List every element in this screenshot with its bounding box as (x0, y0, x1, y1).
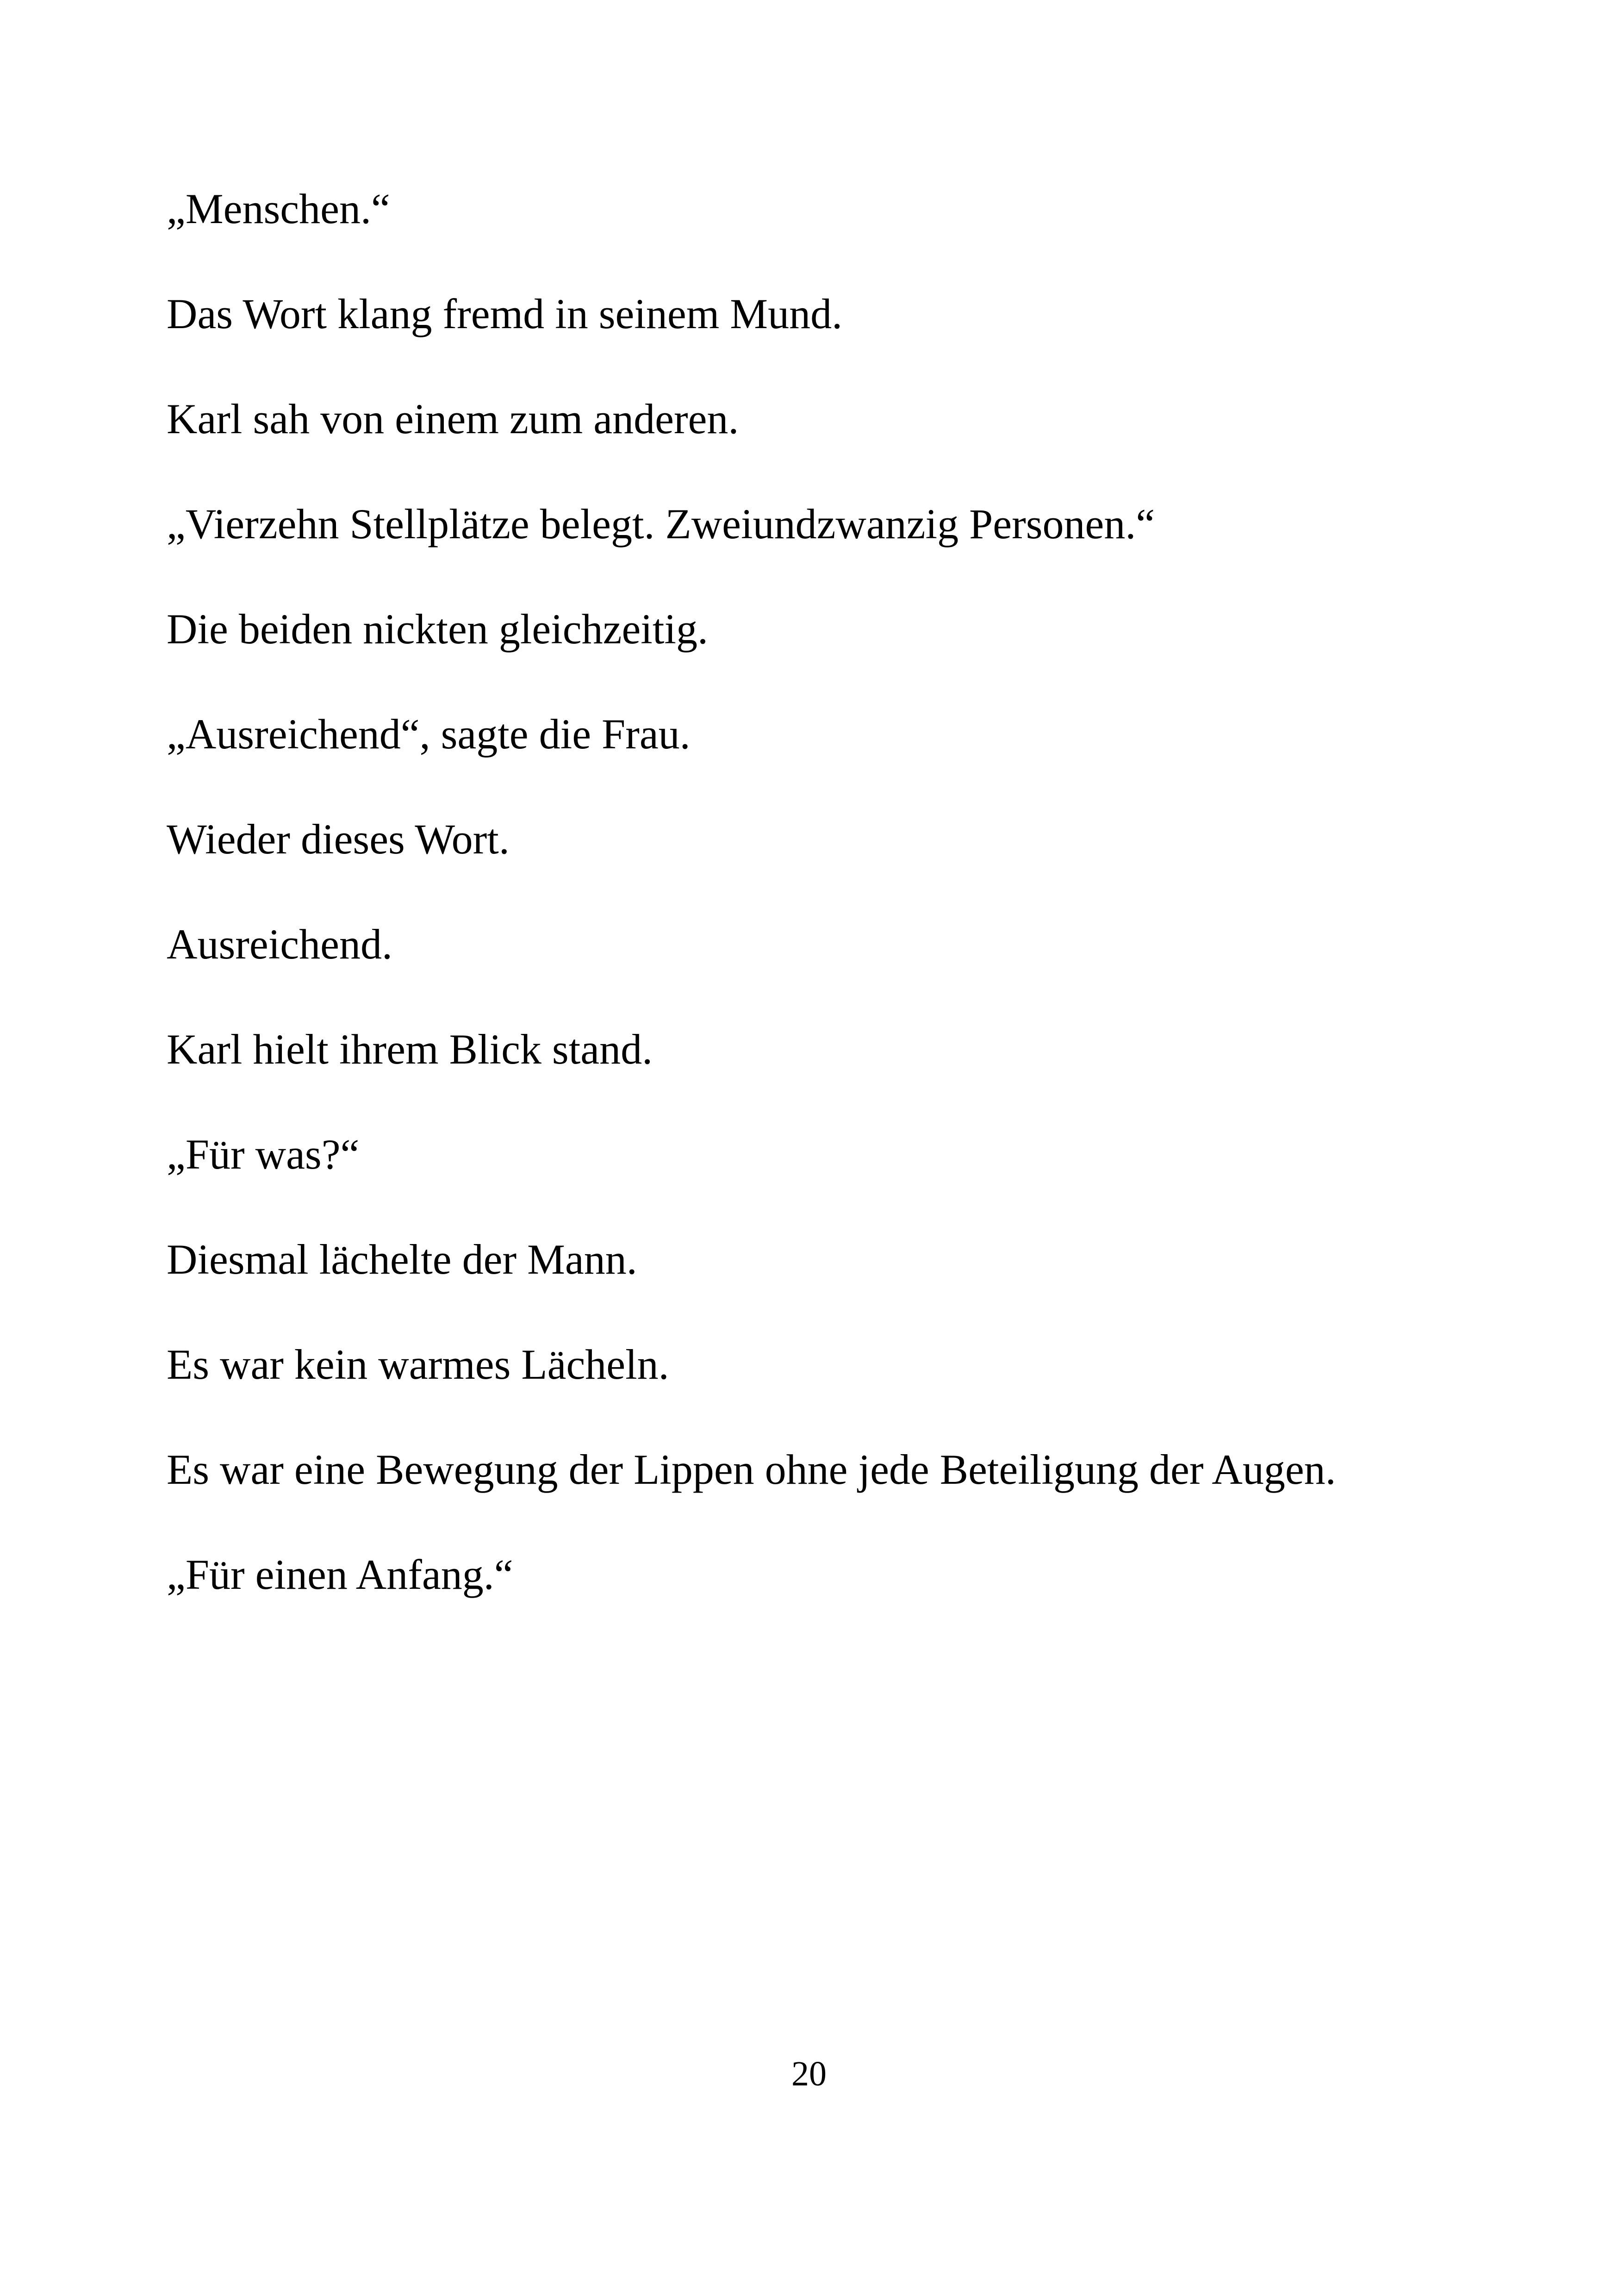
text-line: „Vierzehn Stellplätze belegt. Zweiundzwanzig Personen.“ (167, 500, 1155, 548)
text-line: Ausreichend. (167, 921, 392, 968)
body-text (167, 183, 1500, 1654)
text-line: „Menschen.“ (167, 185, 390, 232)
text-line: Diesmal lächelte der Mann. (167, 1236, 637, 1283)
page-number: 20 (791, 2054, 827, 2093)
text-line: „Für einen Anfang.“ (167, 1551, 513, 1598)
text-line: „Für was?“ (167, 1131, 360, 1178)
text-line: Karl sah von einem zum anderen. (167, 395, 739, 442)
text-line: „Ausreichend“, sagte die Frau. (167, 710, 691, 758)
text-line: Es war eine Bewegung der Lippen ohne jede Beteiligung der Augen. (167, 1446, 1336, 1493)
text-line: Es war kein warmes Lächeln. (167, 1341, 669, 1388)
text-line: Das Wort klang fremd in seinem Mund. (167, 290, 843, 337)
text-line: Wieder dieses Wort. (167, 815, 510, 863)
text-line: Die beiden nickten gleichzeitig. (167, 605, 708, 653)
text-line: Karl hielt ihrem Blick stand. (167, 1026, 653, 1073)
